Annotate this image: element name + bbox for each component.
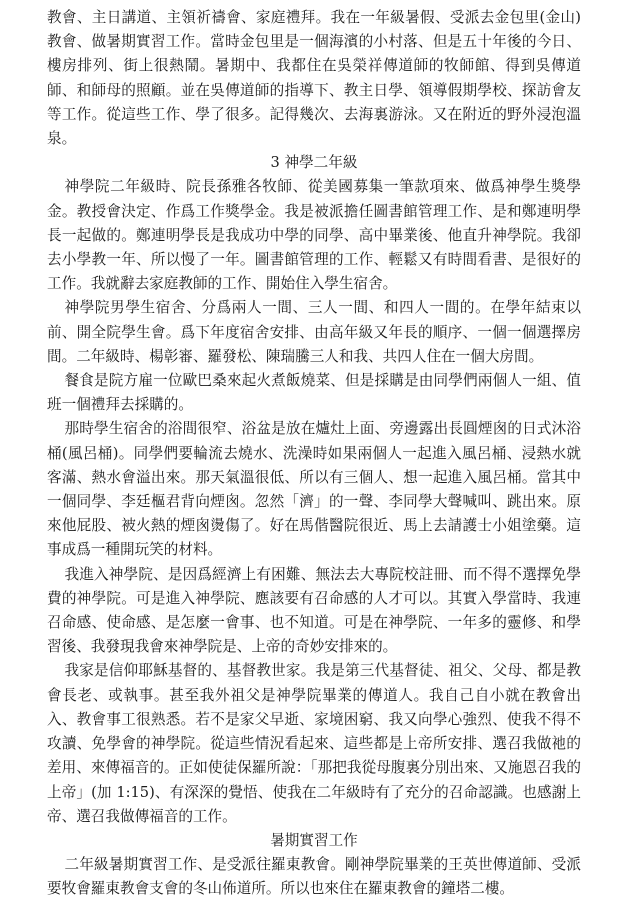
section-heading: 暑期實習工作 (270, 831, 358, 849)
document-page (47, 6, 581, 902)
paragraph: 神學院男學生宿舍、分爲兩人一間、三人一間、和四人一間的。在學年結束以前、開全院學生會。爲下年度宿舍安排、由高年級又年長的順序、一個一個選擇房間。二年級時、楊彰審、羅發松、陳瑞騰三人和我、共四人住在一個大房間。 (47, 299, 581, 365)
section-heading: 3 神學二年級 (270, 154, 358, 172)
paragraph: 我家是信仰耶穌基督的、基督教世家。我是第三代基督徒、祖父、父母、都是教會長老、或執事。甚至我外祖父是神學院畢業的傳道人。我自己自小就在教會出入、教會事工很熟悉。若不是家父早逝、家境困窮、我又向學心強烈、使我不得不攻讀、免學會的神學院。從這些情況看起來、這些都是上帝所安排、選召我做祂的差用、來傳福音的。正如使徒保羅所說：「那把我從母腹裏分別出來、又施恩召我的上帝」(加 1:15)、有深深的覺悟、使我在二年級時有了充分的召命認識。也感謝上帝、選召我做傳福音的工作。 (47, 662, 581, 825)
paragraph: 那時學生宿舍的浴間很窄、浴盆是放在爐灶上面、旁邊露出長圓煙囪的日式沐浴桶(風呂桶)。同學們要輪流去燒水、洗澡時如果兩個人一起進入風呂桶、浸熱水就客滿、熱水會溢出來。那天氣溫很低、所以有三個人、想一起進入風呂桶。當其中一個同學、李廷樞君背向煙囪。忽然「濟」的一聲、李同學大聲喊叫、跳出來。原來他屁股、被火熱的煙囪燙傷了。好在馬偕醫院很近、馬上去請護士小姐塗藥。這事成爲一種開玩笑的材料。 (47, 420, 581, 559)
paragraph: 我進入神學院、是因爲經濟上有困難、無法去大專院校註冊、而不得不選擇免學費的神學院。可是進入神學院、應該要有召命感的人才可以。其實入學當時、我連召命感、使命感、是怎麼一會事、也不知道。可是在神學院、一年多的靈修、和學習後、我發現我會來神學院是、上帝的奇妙安排來的。 (47, 565, 581, 656)
paragraph: 教會、主日講道、主領祈禱會、家庭禮拜。我在一年級暑假、受派去金包里(金山)教會、做暑期實習工作。當時金包里是一個海濱的小村落、但是五十年後的今日、樓房排列、街上很熱鬧。暑期中、我都住在吳榮祥傳道師的牧師館、得到吳傳道師、和師母的照顧。並在吳傳道師的指導下、教主日學、領導假期學校、探訪會友等工作。從這些工作、學了很多。記得幾次、去海裏游泳。又在附近的野外浸泡溫泉。 (47, 9, 581, 148)
paragraph: 餐食是院方雇一位歐巴桑來起火煮飯燒菜、但是採購是由同學們兩個人一組、值班一個禮拜去採購的。 (47, 372, 581, 414)
paragraph: 神學院二年級時、院長孫雅各牧師、從美國募集一筆款項來、做爲神學生獎學金。教授會決定、作爲工作獎學金。我是被派擔任圖書館管理工作、是和鄭連明學長一起做的。鄭連明學長是我成功中學的同學、高中畢業後、他直升神學院。我卻去小學教一年、所以慢了一年。圖書館管理的工作、輕鬆又有時間看書、是很好的工作。我就辭去家庭教師的工作、開始住入學生宿舍。 (47, 178, 581, 293)
paragraph: 二年級暑期實習工作、是受派往羅東教會。剛神學院畢業的王英世傳道師、受派要牧會羅東教會支會的冬山佈道所。所以也來住在羅東教會的鐘塔二樓。 (47, 856, 581, 898)
